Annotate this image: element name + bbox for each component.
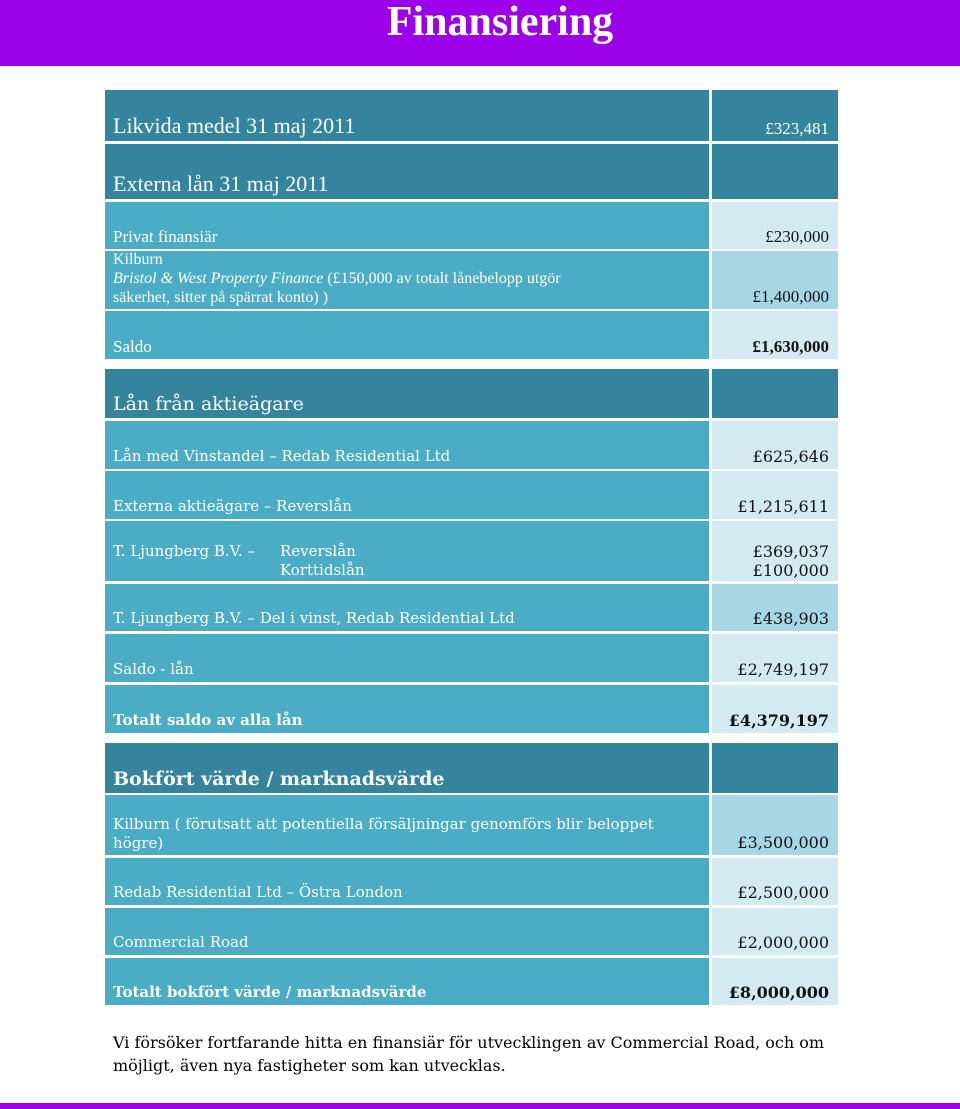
row-label: T. Ljungberg B.V. – Del i vinst, Redab Residential Ltd <box>113 609 515 627</box>
row-label-cont: högre) <box>113 834 164 852</box>
row-label: Lån från aktieägare <box>113 393 304 415</box>
row-value: £1,400,000 <box>752 287 829 306</box>
row-value: £230,000 <box>765 227 829 246</box>
table-row <box>105 90 838 141</box>
page-title: Finansiering <box>386 0 614 45</box>
footer-note: Vi försöker fortfarande hitta en finansiär för utvecklingen av Commercial Road, och om möjligt, även nya fastigheter som kan utvecklas. <box>113 1033 825 1075</box>
row-label: Commercial Road <box>113 933 249 951</box>
table-row <box>105 685 838 733</box>
row-value: £3,500,000 <box>737 833 829 852</box>
row-label-lender: Bristol & West Property Finance <box>113 270 324 287</box>
row-label: Saldo <box>113 337 152 356</box>
row-label-sub: Korttidslån <box>280 561 365 579</box>
row-value: £100,000 <box>752 561 829 580</box>
row-label: Totalt saldo av alla lån <box>113 711 303 729</box>
row-label-sub: Reverslån <box>280 542 356 560</box>
table-row <box>105 369 838 418</box>
row-label: Privat finansiär <box>113 227 218 246</box>
table-row <box>105 858 838 905</box>
table-row <box>105 144 838 199</box>
row-value: £1,630,000 <box>752 337 829 356</box>
row-label: Externa lån 31 maj 2011 <box>113 171 329 196</box>
row-label: Lån med Vinstandel – Redab Residential Ltd <box>113 447 451 465</box>
row-value: £2,000,000 <box>737 933 829 952</box>
table-row <box>105 311 838 359</box>
row-value: £8,000,000 <box>728 983 829 1002</box>
row-label: Saldo - lån <box>113 660 194 678</box>
row-value: £2,749,197 <box>737 660 829 679</box>
table-row <box>105 908 838 955</box>
row-label: T. Ljungberg B.V. – <box>113 542 255 560</box>
row-value: £1,215,611 <box>737 497 829 516</box>
row-label: Kilburn <box>113 251 163 268</box>
title-banner <box>0 0 960 66</box>
row-value: £438,903 <box>752 609 829 628</box>
row-label: Redab Residential Ltd – Östra London <box>113 883 403 901</box>
row-value: £4,379,197 <box>728 711 829 730</box>
row-label: Externa aktieägare – Reverslån <box>113 497 352 515</box>
row-label: Totalt bokfört värde / marknadsvärde <box>113 983 427 1001</box>
bottom-bar <box>0 1103 960 1109</box>
table-row <box>105 795 838 855</box>
row-value: £625,646 <box>752 447 829 466</box>
table-row <box>105 471 838 519</box>
row-label-note: (£150,000 av totalt lånebelopp utgör <box>323 270 561 287</box>
row-value: £369,037 <box>752 542 829 561</box>
table-row <box>105 584 838 631</box>
table-row <box>105 743 838 793</box>
row-label-note-cont: säkerhet, sitter på spärrat konto) ) <box>113 289 329 306</box>
table-row <box>105 634 838 682</box>
row-label: Bokfört värde / marknadsvärde <box>113 768 445 790</box>
row-label: Kilburn ( förutsatt att potentiella försäljningar genomförs blir beloppet <box>113 815 654 833</box>
table-row <box>105 521 838 581</box>
table-row <box>105 958 838 1005</box>
table-row <box>105 202 838 249</box>
row-label: Likvida medel 31 maj 2011 <box>113 113 356 138</box>
row-value: £323,481 <box>765 119 829 138</box>
table-row <box>105 421 838 469</box>
table-row <box>105 251 838 309</box>
row-value: £2,500,000 <box>737 883 829 902</box>
